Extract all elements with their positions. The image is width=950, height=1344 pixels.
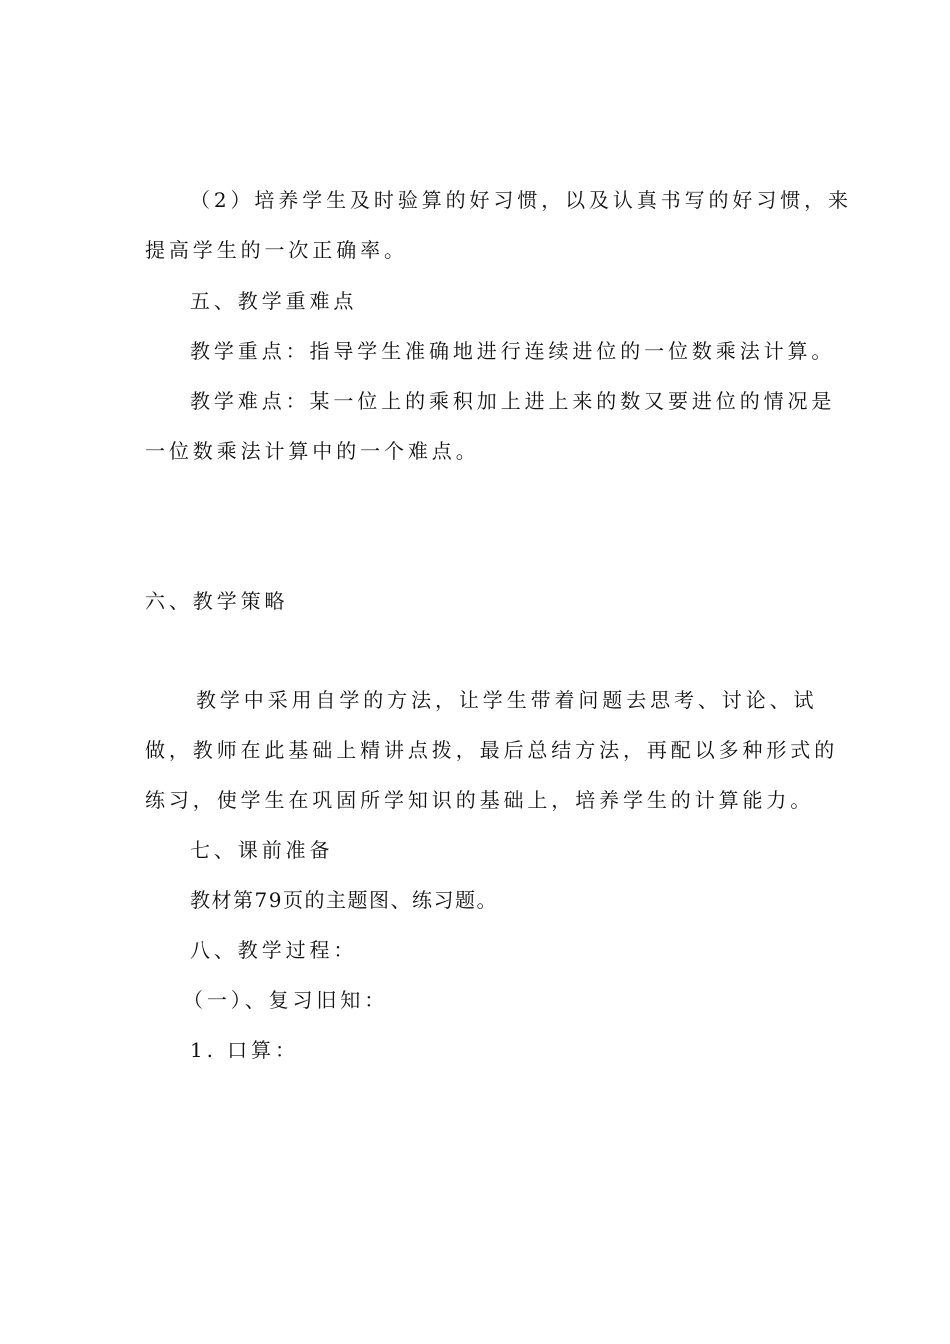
strategy-line-1: 教学中采用自学的方法，让学生带着问题去思考、讨论、试 bbox=[196, 688, 818, 712]
difficulty-line-1: 教学难点：某一位上的乘积加上进上来的数又要进位的情况是 bbox=[190, 389, 836, 413]
key-point-text: 教学重点：指导学生准确地进行连续进位的一位数乘法计算。 bbox=[190, 339, 836, 363]
goal-2-line-2: 提高学生的一次正确率。 bbox=[145, 238, 408, 262]
preparation-text: 教材第79页的主题图、练习题。 bbox=[190, 888, 498, 912]
section-heading-7: 七、课前准备 bbox=[190, 838, 334, 862]
section-heading-8: 八、教学过程： bbox=[190, 938, 358, 962]
difficulty-line-2: 一位数乘法计算中的一个难点。 bbox=[145, 439, 480, 463]
list-item-1: 1. 口算： bbox=[190, 1038, 299, 1062]
strategy-line-2: 做，教师在此基础上精讲点拨，最后总结方法，再配以多种形式的 bbox=[145, 738, 839, 762]
section-heading-6: 六、教学策略 bbox=[145, 589, 289, 613]
strategy-line-3: 练习，使学生在巩固所学知识的基础上，培养学生的计算能力。 bbox=[145, 788, 815, 812]
section-heading-5: 五、教学重难点 bbox=[190, 289, 358, 313]
subsection-heading-1: （一）、复习旧知： bbox=[183, 988, 389, 1012]
goal-2-line-1: （2）培养学生及时验算的好习惯，以及认真书写的好习惯，来 bbox=[190, 188, 852, 212]
